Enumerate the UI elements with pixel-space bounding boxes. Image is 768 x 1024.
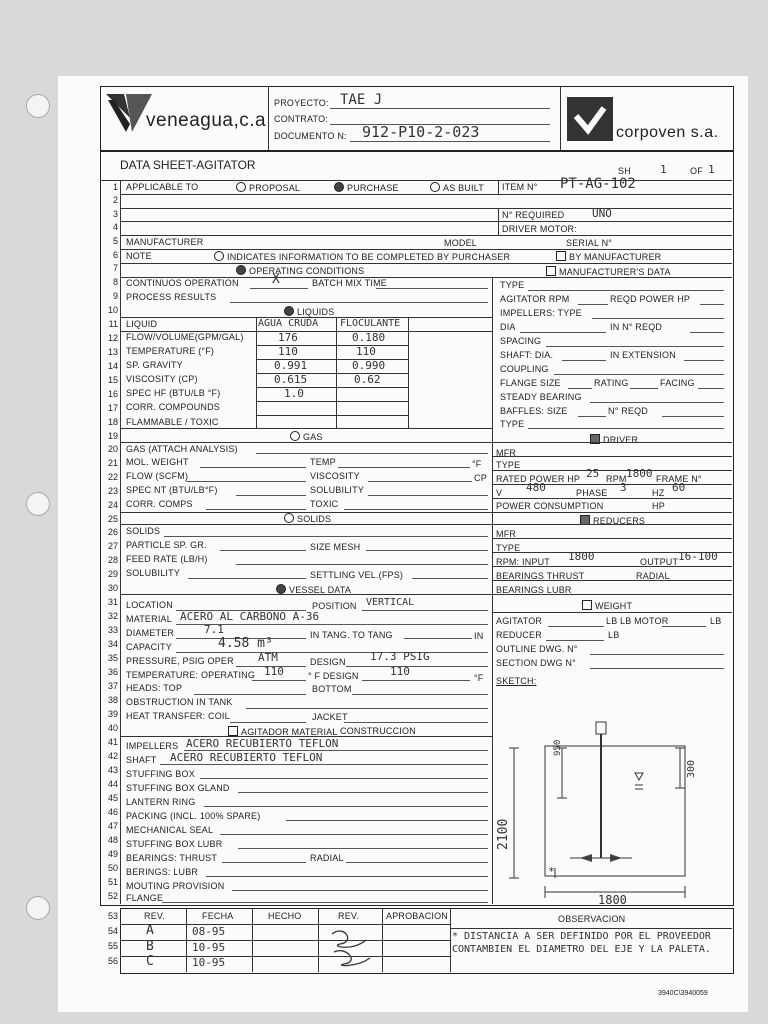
reducer-bearings-lubr: BEARINGS LUBR: [496, 585, 572, 595]
gas-toxic-label: TOXIC: [310, 499, 339, 509]
square-icon: [228, 726, 238, 736]
gas-solubility-label: SOLUBILITY: [310, 485, 365, 495]
manufacturers-data-header: MANUFACTURER'S DATA: [546, 266, 671, 278]
label-bearings-thrust: BEARINGS: THRUST: [126, 853, 218, 863]
sketch-dim-950: 950: [553, 739, 563, 756]
manuf-n-reqd: N° REQD: [608, 406, 649, 416]
impellers-value: ACERO RECUBIERTO TEFLON: [186, 737, 339, 750]
gravity-value-1: 0.991: [274, 359, 308, 372]
weight-lb-2: LB: [710, 616, 722, 626]
label-temperature: TEMPERATURE (°F): [126, 346, 215, 356]
row-number: 19: [107, 431, 118, 441]
rev-b: B: [146, 939, 154, 954]
label-mol-weight: MOL. WEIGHT: [126, 457, 189, 467]
flow-value-1: 176: [278, 331, 298, 344]
sketch-dim-300: 300: [686, 759, 697, 778]
manuf-steady-bearing: STEADY BEARING: [500, 392, 582, 402]
row-number: 31: [107, 597, 118, 607]
flow-value-2: 0.180: [352, 331, 386, 344]
label-flow-scfm: FLOW (SCFM): [126, 471, 189, 481]
item-value: PT-AG-102: [560, 176, 636, 192]
driver-rpm-value: 1800: [626, 467, 653, 480]
rev-a: A: [146, 923, 154, 938]
label-spec-hf: SPEC HF (BTU/LB °F): [126, 388, 221, 398]
row-number: 36: [107, 667, 118, 677]
row-number: 9: [112, 291, 118, 301]
row-number: 38: [107, 695, 118, 705]
sketch-asterisk: *: [548, 865, 555, 878]
label-diameter: DIAMETER: [126, 628, 175, 638]
fecha-b: 10-95: [192, 941, 226, 954]
driver-v-label: V: [496, 488, 503, 498]
operating-conditions-header: OPERATING CONDITIONS: [236, 265, 364, 277]
vessel-f-design: ° F DESIGN: [308, 671, 359, 681]
manuf-agitator-rpm: AGITATOR RPM: [500, 294, 570, 304]
manuf-in-extension: IN EXTENSION: [610, 350, 676, 360]
gas-temp-unit: °F: [472, 459, 482, 469]
label-impellers: IMPELLERS: [126, 741, 179, 751]
gas-header: GAS: [290, 431, 323, 443]
proposal-option[interactable]: PROPOSAL: [236, 182, 300, 194]
of-label: OF: [690, 166, 703, 176]
manuf-baffles-size: BAFFLES: SIZE: [500, 406, 568, 416]
viscosity-value-1: 0.615: [274, 373, 308, 386]
observacion-text: * DISTANCIA A SER DEFINIDO POR EL PROVEEDOR CONTAMBIEN EL DIAMETRO DEL EJE Y LA PALETA.: [452, 931, 711, 955]
settling-vel-label: SETTLING VEL.(FPS): [310, 570, 404, 580]
label-applicable-to: APPLICABLE TO: [126, 182, 199, 192]
row-number: 5: [112, 236, 118, 246]
reducer-rpm-input: RPM: INPUT: [496, 557, 551, 567]
liquid-column-2: FLOCULANTE: [340, 318, 401, 329]
circle-icon: [290, 431, 300, 441]
weight-header: WEIGHT: [582, 600, 632, 612]
sh-value: 1: [660, 163, 667, 176]
row-number: 14: [107, 361, 118, 371]
liquid-column-1: AGUA CRUDA: [258, 318, 319, 329]
label-obstruction: OBSTRUCTION IN TANK: [126, 697, 233, 707]
sh-label: SH: [618, 166, 631, 176]
label-note: NOTE: [126, 251, 152, 261]
required-label: N° REQUIRED: [502, 210, 565, 220]
weight-lb: LB: [606, 616, 618, 626]
label-flammable-toxic: FLAMMABLE / TOXIC: [126, 417, 219, 427]
reducers-header: REDUCERS: [580, 515, 645, 527]
label-material: MATERIAL: [126, 614, 172, 624]
row-number: 48: [107, 835, 118, 845]
reducer-output: OUTPUT: [640, 557, 679, 567]
row-number: 27: [107, 541, 118, 551]
driver-header: DRIVER: [590, 434, 638, 446]
row-number: 16: [107, 389, 118, 399]
square-icon: [546, 266, 556, 276]
radio-circle-icon: [236, 182, 246, 192]
manuf-impellers-type: IMPELLERS: TYPE: [500, 308, 582, 318]
manuf-type: TYPE: [500, 280, 525, 290]
row-number: 52: [107, 891, 118, 901]
label-liquid: LIQUID: [126, 319, 158, 329]
manuf-dia: DIA: [500, 322, 516, 332]
bearings-radial: RADIAL: [310, 853, 344, 863]
circle-icon: [284, 513, 294, 523]
temp-value-2: 110: [356, 345, 376, 358]
label-spec-nt: SPEC NT (BTU/LB°F): [126, 485, 218, 495]
label-packing: PACKING (INCL. 100% SPARE): [126, 811, 261, 821]
radio-circle-icon: [430, 182, 440, 192]
as-built-option[interactable]: AS BUILT: [430, 182, 484, 194]
label-gas-attach: GAS (ATTACH ANALYSIS): [126, 444, 238, 454]
row-number: 18: [107, 417, 118, 427]
label-viscosity: VISCOSITY (CP): [126, 374, 198, 384]
gravity-value-2: 0.990: [352, 359, 386, 372]
documento-label: DOCUMENTO N:: [274, 131, 347, 141]
reducer-input-value: 1800: [568, 550, 595, 563]
vessel-material-value: ACERO AL CARBONO A-36: [180, 610, 320, 623]
manuf-type-2: TYPE: [500, 419, 525, 429]
driver-phase-value: 3: [620, 481, 627, 494]
fecha-c: 10-95: [192, 956, 226, 969]
sketch-dim-2100: 2100: [496, 818, 511, 850]
row-number: 4: [112, 222, 118, 232]
row-number: 41: [107, 737, 118, 747]
driver-v-value: 480: [526, 481, 546, 494]
model-label: MODEL: [444, 238, 478, 248]
vessel-position-value: VERTICAL: [366, 597, 415, 608]
reducer-mfr: MFR: [496, 529, 517, 539]
row-number: 40: [107, 723, 118, 733]
company-right-name: corpoven s.a.: [616, 124, 719, 141]
liquids-header: LIQUIDS: [284, 306, 334, 318]
weight-outline: OUTLINE DWG. N°: [496, 644, 578, 654]
label-stuffing-box-gland: STUFFING BOX GLAND: [126, 783, 230, 793]
agitator-sketch-icon: [496, 718, 724, 908]
solids-header: SOLIDS: [284, 513, 331, 525]
reducer-type: TYPE: [496, 543, 521, 553]
observacion-header: OBSERVACION: [558, 914, 626, 924]
row-number: 46: [107, 807, 118, 817]
sheet-title: DATA SHEET-AGITATOR: [120, 158, 256, 172]
label-lantern-ring: LANTERN RING: [126, 797, 196, 807]
sketch-label: SKETCH:: [496, 676, 537, 686]
driver-hz-label: HZ: [652, 488, 665, 498]
row-number: 53: [107, 911, 118, 921]
radio-selected-icon: [334, 182, 344, 192]
driver-rated-power: RATED POWER HP: [496, 474, 581, 484]
vessel-design-label: DESIGN: [310, 657, 346, 667]
data-sheet-form: veneagua,c.a PROYECTO: TAE J CONTRATO: DOCUMENTO N: 912-P10-2-023 corpoven s.a. DATA SHEET-AGITATOR SH 1 OF 1 1 APPLICABLE TO 2 3 4 5 MANUFACTURER 6 NOTE 7 8 CONTINUOS OPERATION 9 PROCESS RESULTS 10 11 LIQUID 12 FLOW/VOLUME(GPM/GAL) 13 TEMPERATURE (°F) 14 SP. GRAVITY 15 VISCOSITY (CP) 16 SPEC HF (BTU/LB °F) 17 CORR. COMPOUNDS 18 FLAMMABLE / TOXIC 19 20 GAS (ATTACH ANALYSIS) 21 MOL. WEIGHT 22 FLOW (SCFM) 23 SPEC NT (BTU/LB°F) 24 CORR. COMPS 25 26 SOLIDS 27 PARTICLE SP. GR. 28 FEED RATE (LB/H) 29 SOLUBILITY 30 31 LOCATION 32 MATERIAL 33 DIAMETER 34 CAPACITY 35 PRESSURE, PSIG OPER 36 TEMPERATURE: OPERATING 37 HEADS: TOP 38 OBSTRUCTION IN TANK 39 HEAT TRANSFER: COIL 40 41 42 IMPELLERS 43 SHAFT 44 STUFFING BOX 45 STUFFING BOX GLAND 46 LANTERN RING 47 PACKING (INCL. 100% SPARE) 48 MECHANICAL SEAL 49 STUFFING BOX LUBR 50 BEARINGS: THRUST 51 BERINGS: LUBR 52 MOUTING PROVISION FLANGE PROPOSAL PURCHASE AS BUILT ITEM N° PT-AG-102 N° REQUIRED UNO DRIVER MOTOR: MODEL SERIAL N° INDICATES INFORMATION TO BE COMPLETED BY PURCHASER BY MANUFACTURER OPERATING CONDITIONS MANUFACTURER'S DATA X BATCH MIX TIME LIQUIDS AGUA CRUDA FLOCULANTE 176 0.180 110 110 0.991 0.990 0.615 0.62 1.0 TYPE AGITATOR RPM REQD POWER HP IMPELLERS: TYPE DIA IN N° REQD SPACING SHAFT: DIA. IN EXTENSION COUPLING FLANGE SIZE RATING FACING STEADY BEARING BAFFLES: SIZE N° REQD TYPE GAS DRIVER TEMP °F VISCOSITY CP SOLUBILITY TOXIC MFR TYPE RATED POWER HP 25 RPM 1800 FRAME N° V 480 PHASE 3 HZ 60 POWER CONSUMPTION HP SOLIDS REDUCERS SIZE MESH SETTLING VEL.(FPS) MFR TYPE RPM: INPUT 1800 OUTPUT 16-100 BEARINGS THRUST RADIAL BEARINGS LUBR VESSEL DATA POSITION VERTICAL ACERO AL CARBONO A-36 7.1 IN TANG. TO TANG IN 4.58 m³ ATM DESIGN 17.3 PSIG 110 ° F DESIGN 110 °F BOTTOM JACKET WEIGHT AGITATOR LB LB MOTOR LB REDUCER LB OUTLINE DWG. N° SECTION DWG N° SKETCH: AGITADOR MATERIAL CONSTRUCCION ACERO RECUBIERTO TEFLON ACERO RECUBIERTO TEFLON RADIAL 950 300 2100 1800 * 53 54 55 56 REV. FECHA HECHO REV. APROBACION OBSERVACION A 08-95 B 10-95 C 10-95 * DISTANCIA A SER DEFINIDO POR EL PROVEEDOR CONTAMBIEN EL DIAMETRO DEL EJE Y LA PALETA. 3940C\3940059: [0, 0, 768, 1024]
vessel-diameter-value: 7.1: [204, 623, 224, 636]
manuf-rating: RATING: [594, 378, 629, 388]
label-corr-compounds: CORR. COMPOUNDS: [126, 402, 221, 412]
row-number: 51: [107, 877, 118, 887]
fecha-a: 08-95: [192, 925, 226, 938]
by-manufacturer: BY MANUFACTURER: [556, 251, 661, 263]
label-sp-gravity: SP. GRAVITY: [126, 360, 183, 370]
driver-hp-value: 25: [586, 467, 600, 480]
contrato-label: CONTRATO:: [274, 114, 328, 124]
batch-mix-time-label: BATCH MIX TIME: [312, 278, 387, 288]
driver-hp: HP: [652, 501, 665, 511]
row-number: 13: [107, 347, 118, 357]
circle-filled-icon: [284, 306, 294, 316]
label-capacity: CAPACITY: [126, 642, 172, 652]
signature-icon: [326, 922, 376, 972]
label-stuffing-box: STUFFING BOX: [126, 769, 195, 779]
driver-power-consumption: POWER CONSUMPTION: [496, 501, 604, 511]
row-number: 42: [107, 751, 118, 761]
label-mouting-provision: MOUTING PROVISION: [126, 881, 225, 891]
serial-label: SERIAL N°: [566, 238, 613, 248]
row-number: 56: [107, 956, 118, 966]
label-heads-top: HEADS: TOP: [126, 683, 183, 693]
driver-hz-value: 60: [672, 481, 686, 494]
reducer-bearings-thrust: BEARINGS THRUST: [496, 571, 585, 581]
rev2-header: REV.: [338, 911, 359, 921]
agitador-material-header: AGITADOR MATERIAL: [228, 726, 338, 738]
row-number: 37: [107, 681, 118, 691]
vessel-in: IN: [474, 631, 484, 641]
row-number: 3: [112, 209, 118, 219]
row-number: 47: [107, 821, 118, 831]
of-value: 1: [708, 163, 715, 176]
corpoven-logo-icon: [566, 96, 614, 142]
sketch-dim-1800: 1800: [598, 893, 627, 907]
driver-rpm-label: RPM: [606, 474, 627, 484]
label-solubility: SOLUBILITY: [126, 568, 181, 578]
row-number: 43: [107, 765, 118, 775]
row-number: 50: [107, 863, 118, 873]
manuf-reqd-power: REQD POWER HP: [610, 294, 691, 304]
label-flange: FLANGE: [126, 893, 164, 903]
purchase-option[interactable]: PURCHASE: [334, 182, 399, 194]
vessel-position-label: POSITION: [312, 601, 357, 611]
row-number: 26: [107, 527, 118, 537]
vessel-temp-design-value: 110: [390, 665, 410, 678]
vessel-f: °F: [474, 673, 484, 683]
label-continuos-operation: CONTINUOS OPERATION: [126, 278, 239, 288]
proyecto-value: TAE J: [340, 92, 383, 108]
construccion-header: CONSTRUCCION: [340, 726, 416, 736]
label-shaft: SHAFT: [126, 755, 157, 765]
vessel-design-value: 17.3 PSIG: [370, 650, 430, 663]
vessel-temp-op-value: 110: [264, 665, 284, 678]
row-number: 17: [107, 403, 118, 413]
driver-frame: FRAME N°: [656, 474, 702, 484]
indicator-circle-icon: [214, 251, 224, 261]
row-number: 11: [108, 319, 118, 329]
row-number: 54: [107, 926, 118, 936]
label-process-results: PROCESS RESULTS: [126, 292, 217, 302]
label-berings-lubr: BERINGS: LUBR: [126, 867, 199, 877]
row-number: 45: [107, 793, 118, 803]
aprobacion-header: APROBACION: [386, 911, 449, 921]
manuf-facing: FACING: [660, 378, 695, 388]
label-mechanical-seal: MECHANICAL SEAL: [126, 825, 214, 835]
spec-hf-value-1: 1.0: [284, 387, 304, 400]
row-number: 22: [107, 472, 118, 482]
row-number: 39: [107, 709, 118, 719]
label-feed-rate: FEED RATE (LB/H): [126, 554, 208, 564]
row-number: 28: [107, 555, 118, 565]
row-number: 7: [112, 263, 118, 273]
row-number: 20: [107, 444, 118, 454]
vessel-in-tang: IN TANG. TO TANG: [310, 630, 393, 640]
vessel-data-header: VESSEL DATA: [276, 584, 351, 596]
row-number: 24: [107, 500, 118, 510]
required-value: UNO: [592, 207, 612, 220]
vessel-capacity-value: 4.58 m³: [218, 636, 273, 651]
row-number: 23: [107, 486, 118, 496]
row-number: 55: [107, 941, 118, 951]
manuf-coupling: COUPLING: [500, 364, 549, 374]
shaft-value: ACERO RECUBIERTO TEFLON: [170, 751, 323, 764]
fecha-header: FECHA: [202, 911, 234, 921]
footer-code: 3940C\3940059: [658, 990, 708, 997]
driver-motor-label: DRIVER MOTOR:: [502, 224, 577, 234]
label-stuffing-box-lubr: STUFFING BOX LUBR: [126, 839, 223, 849]
weight-motor: LB MOTOR: [620, 616, 669, 626]
row-number: 35: [107, 653, 118, 663]
row-number: 44: [107, 779, 118, 789]
manuf-shaft-dia: SHAFT: DIA.: [500, 350, 554, 360]
continuos-value: X: [272, 272, 280, 287]
label-location: LOCATION: [126, 600, 173, 610]
label-pressure: PRESSURE, PSIG OPER: [126, 656, 234, 666]
row-number: 2: [112, 195, 118, 205]
vessel-pressure-value: ATM: [258, 651, 278, 664]
manuf-flange-size: FLANGE SIZE: [500, 378, 561, 388]
row-number: 6: [112, 250, 118, 260]
row-number: 8: [112, 277, 118, 287]
row-number: 15: [107, 375, 118, 385]
label-solids: SOLIDS: [126, 526, 161, 536]
item-label: ITEM N°: [502, 182, 538, 192]
label-corr-comps: CORR. COMPS: [126, 499, 193, 509]
reducer-output-value: 16-100: [678, 550, 718, 563]
manuf-spacing: SPACING: [500, 336, 542, 346]
indicator-square-icon: [556, 251, 566, 261]
hecho-header: HECHO: [268, 911, 302, 921]
label-temperature-operating: TEMPERATURE: OPERATING: [126, 670, 256, 680]
row-number: 34: [107, 639, 118, 649]
row-number: 33: [107, 625, 118, 635]
note-text: INDICATES INFORMATION TO BE COMPLETED BY PURCHASER: [214, 251, 510, 263]
row-number: 30: [107, 583, 118, 593]
weight-section: SECTION DWG N°: [496, 658, 576, 668]
row-number: 32: [107, 611, 118, 621]
manuf-in-n-reqd: IN N° REQD: [610, 322, 663, 332]
temp-value-1: 110: [278, 345, 298, 358]
gas-temp-label: TEMP: [310, 457, 336, 467]
gas-visc-unit: CP: [474, 473, 487, 483]
reducer-radial: RADIAL: [636, 571, 670, 581]
circle-filled-icon: [236, 265, 246, 275]
row-number: 10: [107, 305, 118, 315]
weight-lb-3: LB: [608, 630, 620, 640]
row-number: 29: [107, 569, 118, 579]
vessel-jacket-label: JACKET: [312, 712, 348, 722]
row-number: 49: [107, 849, 118, 859]
gas-viscosity-label: VISCOSITY: [310, 471, 360, 481]
label-flow-volume: FLOW/VOLUME(GPM/GAL): [126, 332, 244, 342]
weight-reducer: REDUCER: [496, 630, 542, 640]
row-number: 21: [107, 458, 118, 468]
rev-c: C: [146, 954, 154, 969]
row-number: 25: [107, 514, 118, 524]
label-heat-transfer: HEAT TRANSFER: COIL: [126, 711, 230, 721]
circle-filled-icon: [276, 584, 286, 594]
driver-phase-label: PHASE: [576, 488, 608, 498]
company-left-name: veneagua,c.a: [146, 110, 267, 131]
weight-agitator: AGITATOR: [496, 616, 543, 626]
driver-mfr: MFR: [496, 448, 517, 458]
label-manufacturer: MANUFACTURER: [126, 237, 204, 247]
documento-value: 912-P10-2-023: [362, 123, 480, 141]
square-icon: [582, 600, 592, 610]
proyecto-label: PROYECTO:: [274, 98, 329, 108]
size-mesh-label: SIZE MESH: [310, 542, 361, 552]
row-number: 12: [107, 333, 118, 343]
vessel-bottom-label: BOTTOM: [312, 684, 352, 694]
viscosity-value-2: 0.62: [354, 373, 381, 386]
rev-header: REV.: [144, 911, 165, 921]
driver-type: TYPE: [496, 460, 521, 470]
label-particle-sp-gr: PARTICLE SP. GR.: [126, 540, 207, 550]
